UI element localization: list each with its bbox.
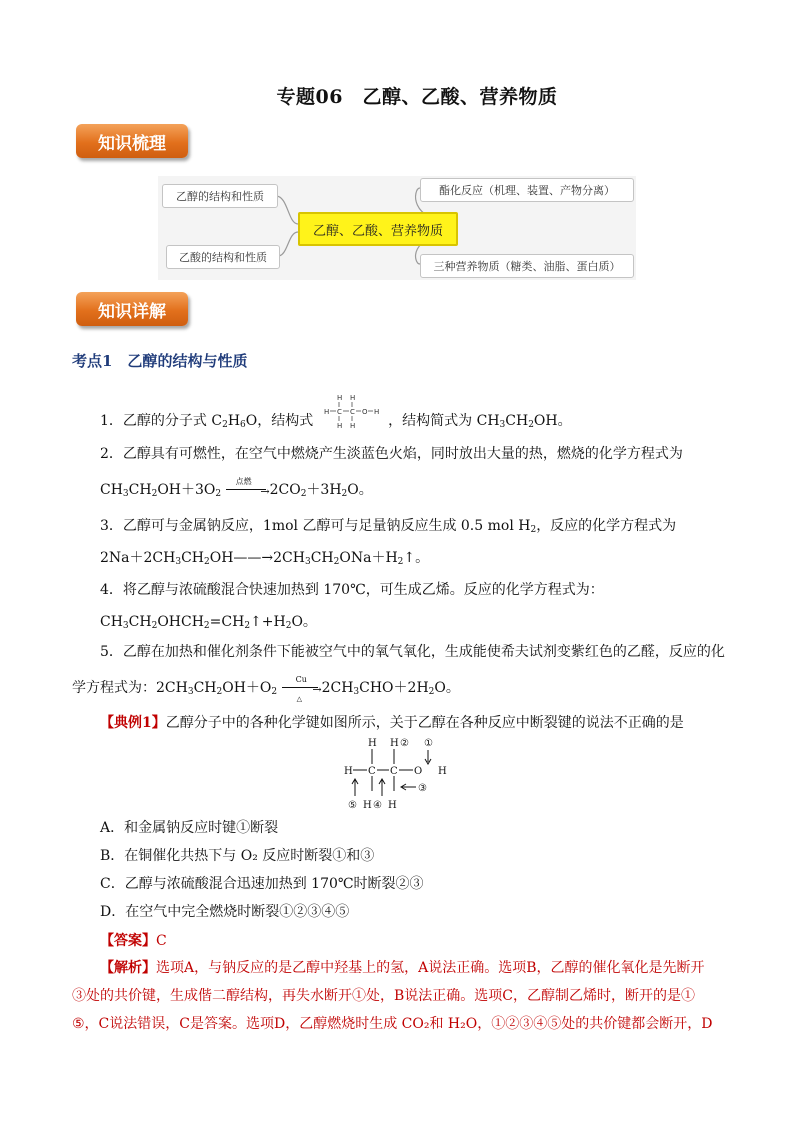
mindmap-center: 乙醇、乙酸、营养物质 [298,212,458,246]
mindmap-node-nutrients: 三种营养物质（糖类、油脂、蛋白质） [420,254,634,278]
item-3-equation: $2Na+2CH_3CH_2OH——\to 2CH_3CH_2ONa+H_2↑$。 [100,550,430,567]
bond-diagram [338,736,458,810]
arrow-catalyst: Cu △ → [282,681,322,695]
svg-text:H: H [390,738,399,749]
item-2-equation: $CH_3CH_2OH+3O_2$ 点燃 → $2CO_2+3H_2O$。 [100,477,373,499]
svg-text:H: H [368,738,377,749]
svg-text:②: ② [400,738,409,749]
svg-text:④: ④ [373,800,382,810]
knowledge-outline-tag: 知识梳理 [76,124,188,158]
svg-text:H: H [336,422,342,430]
analysis-line-2: ③处的共价键，生成偕二醇结构，再失水断开①处，B说法正确。选项C，乙醇制乙烯时，断开的是① [72,988,695,1004]
svg-text:C: C [390,766,398,777]
item-2-line1: 2．乙醇具有可燃性，在空气中燃烧产生淡蓝色火焰，同时放出大量的热，燃烧的化学方程式为 [100,446,683,462]
svg-text:H: H [388,800,397,810]
svg-text:H: H [323,408,329,416]
answer-label: 【答案】 [100,933,156,949]
analysis-line-3: ⑤，C说法错误，C是答案。选项D，乙醇燃烧时生成 CO₂和 H₂O，①②③④⑤处的共价键都会断开，D [72,1016,713,1032]
mindmap-node-acetic-acid: 乙酸的结构和性质 [166,245,280,269]
arrow-ignite: 点燃 → [226,483,270,497]
svg-text:O: O [414,766,423,777]
item-5-equation: 学方程式为：$2CH_3CH_2OH+O_2$ Cu △ → $2CH_3CHO+2H_2O$。 [72,675,460,703]
svg-text:H: H [349,422,355,430]
mindmap-node-ethanol: 乙醇的结构和性质 [162,184,278,208]
ethanol-structural-formula [322,394,380,434]
svg-text:H: H [336,394,342,402]
item-3-line1: 3．乙醇可与金属钠反应，1mol 乙醇可与足量钠反应生成 0.5 mol $H_2$，反应的化学方程式为 [100,518,677,535]
page-title: 专题06 乙醇、乙酸、营养物质 [276,86,558,108]
option-b: B．在铜催化共热下与 O₂ 反应时断裂①和③ [100,848,375,864]
example-question: 【典例1】乙醇分子中的各种化学键如图所示，关于乙醇在各种反应中断裂键的说法不正确的是 [100,715,684,731]
option-c: C．乙醇与浓硫酸混合迅速加热到 170℃时断裂②③ [100,876,424,892]
svg-text:③: ③ [418,783,427,794]
svg-text:H: H [363,800,372,810]
item-1: 1．乙醇的分子式 $C_2H_6O$，结构式 H H H C C O H H H ，结构简式为 $CH_3CH_2OH$。 [100,408,572,435]
mindmap [158,176,636,280]
svg-text:⑤: ⑤ [348,800,357,810]
analysis-line-1: 【解析】选项A，与钠反应的是乙醇中羟基上的氢，A说法正确。选项B，乙醇的催化氧化是先断开 [100,960,705,976]
analysis-label: 【解析】 [100,960,156,976]
svg-text:①: ① [424,738,433,749]
item-5-line1: 5．乙醇在加热和催化剂条件下能被空气中的氧气氧化，生成能使希夫试剂变紫红色的乙醛，反应的化 [100,644,725,660]
svg-text:C: C [349,408,355,416]
mindmap-node-esterification: 酯化反应（机理、装置、产物分离） [420,178,634,202]
option-a: A．和金属钠反应时键①断裂 [100,820,279,836]
svg-text:H: H [349,394,355,402]
option-d: D．在空气中完全燃烧时断裂①②③④⑤ [100,904,350,920]
svg-text:O: O [361,408,368,416]
svg-text:C: C [336,408,342,416]
knowledge-detail-tag: 知识详解 [76,292,188,326]
section-heading: 考点1 乙醇的结构与性质 [72,352,248,370]
item-4-line1: 4．将乙醇与浓硫酸混合快速加热到 170℃，可生成乙烯。反应的化学方程式为： [100,582,604,598]
answer [100,930,167,950]
svg-text:H: H [373,408,379,416]
answer-value: C [156,933,167,949]
svg-text:H: H [344,766,353,777]
svg-text:C: C [368,766,376,777]
example-label: 【典例1】 [100,715,166,731]
item-4-equation: $CH_3CH_2OHCH_2=CH_2↑+H_2O$。 [100,614,317,631]
svg-text:H: H [438,766,447,777]
